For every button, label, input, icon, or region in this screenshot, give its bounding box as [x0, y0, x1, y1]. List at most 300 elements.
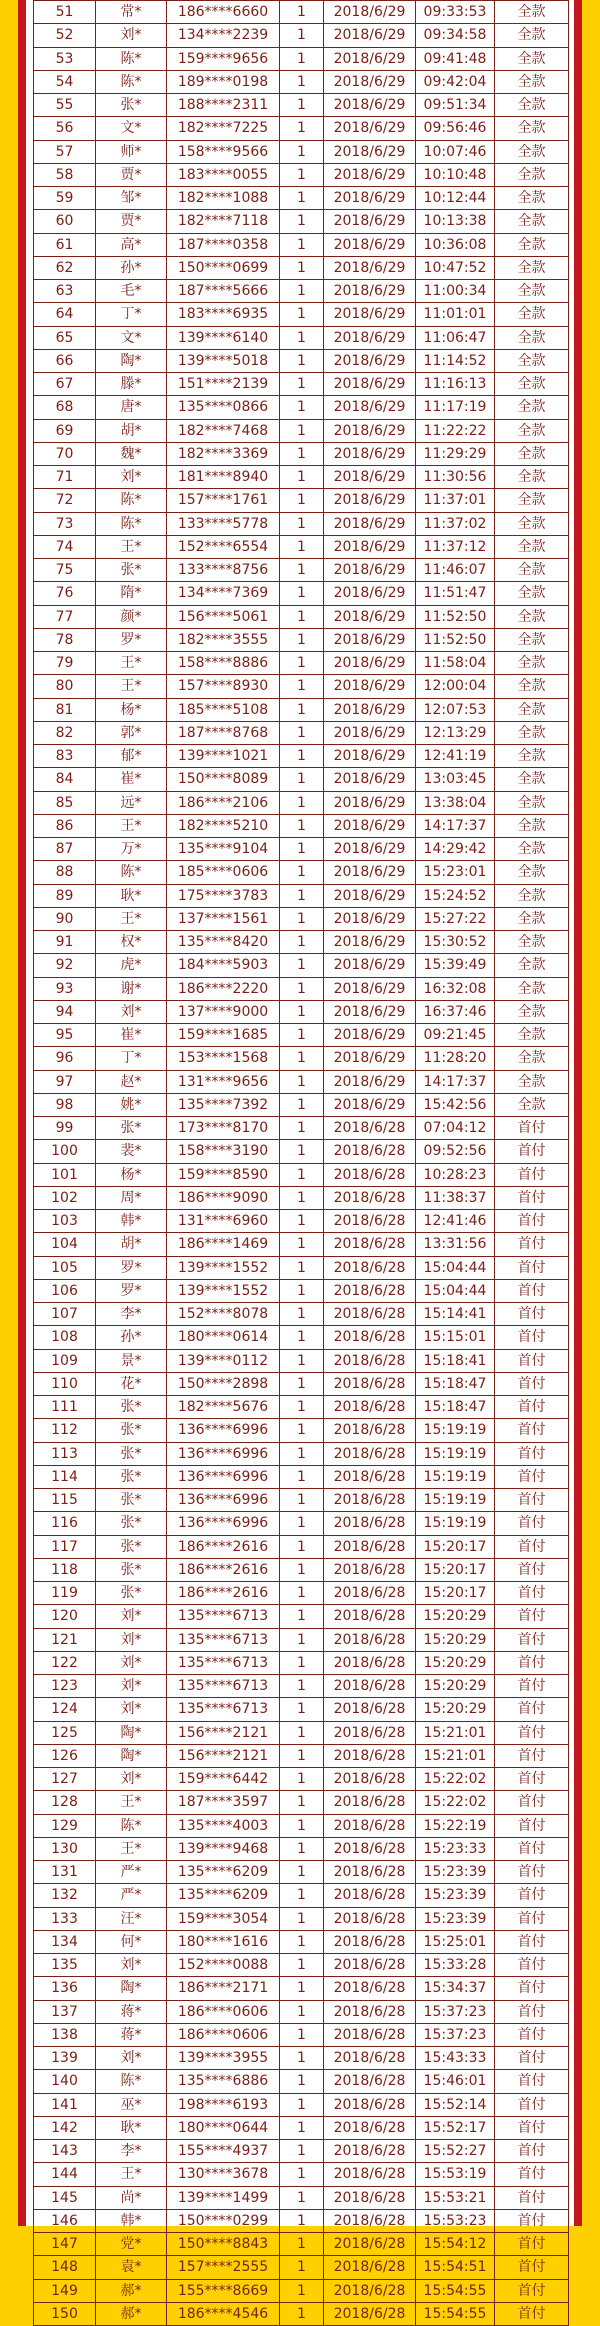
row-number: 130 — [34, 1837, 96, 1860]
buyer-name: 隋* — [96, 582, 167, 605]
order-time: 15:54:55 — [416, 2302, 495, 2325]
order-date: 2018/6/29 — [324, 861, 416, 884]
table-row — [34, 2163, 569, 2186]
phone-number: 135****0866 — [167, 396, 280, 419]
payment-type: 首付 — [495, 1326, 569, 1349]
buyer-name: 杨* — [96, 698, 167, 721]
table-row — [34, 70, 569, 93]
row-number: 135 — [34, 1954, 96, 1977]
order-date: 2018/6/28 — [324, 1930, 416, 1953]
table-row — [34, 628, 569, 651]
quantity: 1 — [280, 489, 324, 512]
quantity: 1 — [280, 163, 324, 186]
order-date: 2018/6/28 — [324, 1349, 416, 1372]
buyer-name: 崔* — [96, 1024, 167, 1047]
phone-number: 135****4003 — [167, 1814, 280, 1837]
quantity: 1 — [280, 1396, 324, 1419]
row-number: 145 — [34, 2186, 96, 2209]
order-time: 13:03:45 — [416, 768, 495, 791]
phone-number: 135****6209 — [167, 1861, 280, 1884]
order-time: 15:04:44 — [416, 1256, 495, 1279]
order-date: 2018/6/29 — [324, 349, 416, 372]
payment-type: 全款 — [495, 861, 569, 884]
order-date: 2018/6/28 — [324, 1744, 416, 1767]
buyer-name: 王* — [96, 907, 167, 930]
buyer-name: 陈* — [96, 47, 167, 70]
order-date: 2018/6/28 — [324, 1628, 416, 1651]
payment-type: 全款 — [495, 512, 569, 535]
order-date: 2018/6/29 — [324, 582, 416, 605]
phone-number: 152****0088 — [167, 1954, 280, 1977]
phone-number: 187****8768 — [167, 721, 280, 744]
order-date: 2018/6/28 — [324, 1163, 416, 1186]
quantity: 1 — [280, 628, 324, 651]
order-time: 14:17:37 — [416, 1070, 495, 1093]
phone-number: 158****8886 — [167, 652, 280, 675]
payment-type: 首付 — [495, 1884, 569, 1907]
order-table-body — [34, 1, 569, 2326]
buyer-name: 刘* — [96, 1698, 167, 1721]
phone-number: 150****0699 — [167, 256, 280, 279]
payment-type: 全款 — [495, 140, 569, 163]
payment-type: 首付 — [495, 1675, 569, 1698]
order-time: 15:19:19 — [416, 1465, 495, 1488]
payment-type: 全款 — [495, 163, 569, 186]
phone-number: 133****5778 — [167, 512, 280, 535]
payment-type: 首付 — [495, 1256, 569, 1279]
payment-type: 首付 — [495, 1977, 569, 2000]
phone-number: 139****3955 — [167, 2047, 280, 2070]
payment-type: 全款 — [495, 1000, 569, 1023]
order-date: 2018/6/29 — [324, 396, 416, 419]
buyer-name: 陈* — [96, 489, 167, 512]
quantity: 1 — [280, 1326, 324, 1349]
buyer-name: 王* — [96, 675, 167, 698]
order-date: 2018/6/28 — [324, 1861, 416, 1884]
order-date: 2018/6/29 — [324, 721, 416, 744]
table-row — [34, 1605, 569, 1628]
phone-number: 150****0299 — [167, 2209, 280, 2232]
buyer-name: 张* — [96, 1512, 167, 1535]
order-date: 2018/6/28 — [324, 1140, 416, 1163]
table-row — [34, 1930, 569, 1953]
payment-type: 首付 — [495, 1163, 569, 1186]
buyer-name: 汪* — [96, 1907, 167, 1930]
phone-number: 186****1469 — [167, 1233, 280, 1256]
quantity: 1 — [280, 1465, 324, 1488]
row-number: 119 — [34, 1582, 96, 1605]
phone-number: 180****0614 — [167, 1326, 280, 1349]
quantity: 1 — [280, 1070, 324, 1093]
phone-number: 182****1088 — [167, 187, 280, 210]
order-time: 15:19:19 — [416, 1442, 495, 1465]
order-date: 2018/6/28 — [324, 2256, 416, 2279]
phone-number: 182****7225 — [167, 117, 280, 140]
table-row — [34, 163, 569, 186]
order-time: 12:13:29 — [416, 721, 495, 744]
table-row — [34, 1000, 569, 1023]
buyer-name: 张* — [96, 1442, 167, 1465]
phone-number: 135****6209 — [167, 1884, 280, 1907]
phone-number: 155****8669 — [167, 2279, 280, 2302]
payment-type: 全款 — [495, 582, 569, 605]
row-number: 52 — [34, 24, 96, 47]
phone-number: 188****2311 — [167, 94, 280, 117]
order-date: 2018/6/29 — [324, 977, 416, 1000]
table-row — [34, 1954, 569, 1977]
buyer-name: 孙* — [96, 256, 167, 279]
phone-number: 157****8930 — [167, 675, 280, 698]
order-table — [33, 0, 569, 2326]
quantity: 1 — [280, 1210, 324, 1233]
row-number: 144 — [34, 2163, 96, 2186]
order-date: 2018/6/28 — [324, 1210, 416, 1233]
quantity: 1 — [280, 2093, 324, 2116]
buyer-name: 刘* — [96, 1605, 167, 1628]
row-number: 107 — [34, 1303, 96, 1326]
row-number: 141 — [34, 2093, 96, 2116]
table-row — [34, 1814, 569, 1837]
quantity: 1 — [280, 303, 324, 326]
payment-type: 首付 — [495, 2163, 569, 2186]
phone-number: 131****6960 — [167, 1210, 280, 1233]
buyer-name: 刘* — [96, 1628, 167, 1651]
order-time: 11:17:19 — [416, 396, 495, 419]
order-time: 15:14:41 — [416, 1303, 495, 1326]
row-number: 137 — [34, 2000, 96, 2023]
table-row — [34, 1279, 569, 1302]
payment-type: 首付 — [495, 1837, 569, 1860]
row-number: 86 — [34, 814, 96, 837]
payment-type: 首付 — [495, 1372, 569, 1395]
row-number: 88 — [34, 861, 96, 884]
buyer-name: 颜* — [96, 605, 167, 628]
phone-number: 135****6713 — [167, 1698, 280, 1721]
row-number: 69 — [34, 419, 96, 442]
order-date: 2018/6/28 — [324, 1186, 416, 1209]
buyer-name: 耿* — [96, 884, 167, 907]
table-row — [34, 2140, 569, 2163]
buyer-name: 严* — [96, 1861, 167, 1884]
payment-type: 全款 — [495, 373, 569, 396]
phone-number: 184****5903 — [167, 954, 280, 977]
payment-type: 首付 — [495, 1930, 569, 1953]
table-row — [34, 2070, 569, 2093]
order-date: 2018/6/29 — [324, 559, 416, 582]
buyer-name: 贾* — [96, 210, 167, 233]
quantity: 1 — [280, 47, 324, 70]
phone-number: 198****6193 — [167, 2093, 280, 2116]
row-number: 72 — [34, 489, 96, 512]
quantity: 1 — [280, 1117, 324, 1140]
order-time: 11:00:34 — [416, 280, 495, 303]
order-time: 09:52:56 — [416, 1140, 495, 1163]
table-row — [34, 1140, 569, 1163]
table-row — [34, 814, 569, 837]
order-time: 15:37:23 — [416, 2000, 495, 2023]
row-number: 74 — [34, 535, 96, 558]
payment-type: 首付 — [495, 1396, 569, 1419]
payment-type: 全款 — [495, 954, 569, 977]
order-time: 13:31:56 — [416, 1233, 495, 1256]
quantity: 1 — [280, 512, 324, 535]
row-number: 58 — [34, 163, 96, 186]
row-number: 65 — [34, 326, 96, 349]
buyer-name: 袁* — [96, 2256, 167, 2279]
row-number: 93 — [34, 977, 96, 1000]
quantity: 1 — [280, 652, 324, 675]
buyer-name: 王* — [96, 1791, 167, 1814]
quantity: 1 — [280, 2023, 324, 2046]
row-number: 56 — [34, 117, 96, 140]
order-date: 2018/6/28 — [324, 1326, 416, 1349]
payment-type: 全款 — [495, 1, 569, 24]
phone-number: 136****6996 — [167, 1465, 280, 1488]
phone-number: 187****3597 — [167, 1791, 280, 1814]
table-row — [34, 280, 569, 303]
table-row — [34, 1628, 569, 1651]
quantity: 1 — [280, 1163, 324, 1186]
row-number: 59 — [34, 187, 96, 210]
buyer-name: 张* — [96, 1117, 167, 1140]
payment-type: 首付 — [495, 1628, 569, 1651]
order-time: 09:21:45 — [416, 1024, 495, 1047]
table-row — [34, 745, 569, 768]
phone-number: 135****9104 — [167, 838, 280, 861]
buyer-name: 陶* — [96, 1744, 167, 1767]
table-row — [34, 187, 569, 210]
table-row — [34, 907, 569, 930]
row-number: 108 — [34, 1326, 96, 1349]
row-number: 68 — [34, 396, 96, 419]
quantity: 1 — [280, 2163, 324, 2186]
payment-type: 全款 — [495, 349, 569, 372]
quantity: 1 — [280, 1093, 324, 1116]
quantity: 1 — [280, 2233, 324, 2256]
phone-number: 182****3369 — [167, 442, 280, 465]
buyer-name: 蒋* — [96, 2000, 167, 2023]
order-date: 2018/6/29 — [324, 163, 416, 186]
buyer-name: 蒋* — [96, 2023, 167, 2046]
buyer-name: 何* — [96, 1930, 167, 1953]
phone-number: 131****9656 — [167, 1070, 280, 1093]
payment-type: 首付 — [495, 2000, 569, 2023]
order-time: 15:53:19 — [416, 2163, 495, 2186]
table-row — [34, 233, 569, 256]
table-row — [34, 791, 569, 814]
phone-number: 186****0606 — [167, 2000, 280, 2023]
buyer-name: 胡* — [96, 1233, 167, 1256]
quantity: 1 — [280, 94, 324, 117]
order-date: 2018/6/28 — [324, 1512, 416, 1535]
phone-number: 182****5676 — [167, 1396, 280, 1419]
order-time: 12:41:46 — [416, 1210, 495, 1233]
payment-type: 首付 — [495, 1117, 569, 1140]
buyer-name: 毛* — [96, 280, 167, 303]
order-time: 15:20:17 — [416, 1558, 495, 1581]
phone-number: 134****7369 — [167, 582, 280, 605]
order-time: 11:16:13 — [416, 373, 495, 396]
quantity: 1 — [280, 396, 324, 419]
order-time: 15:52:14 — [416, 2093, 495, 2116]
payment-type: 首付 — [495, 1442, 569, 1465]
payment-type: 首付 — [495, 1721, 569, 1744]
payment-type: 全款 — [495, 117, 569, 140]
quantity: 1 — [280, 1, 324, 24]
table-row — [34, 861, 569, 884]
phone-number: 137****1561 — [167, 907, 280, 930]
buyer-name: 郁* — [96, 745, 167, 768]
quantity: 1 — [280, 745, 324, 768]
table-row — [34, 1233, 569, 1256]
order-time: 15:15:01 — [416, 1326, 495, 1349]
row-number: 106 — [34, 1279, 96, 1302]
row-number: 133 — [34, 1907, 96, 1930]
table-row — [34, 1396, 569, 1419]
order-date: 2018/6/29 — [324, 1070, 416, 1093]
order-time: 11:30:56 — [416, 466, 495, 489]
order-time: 12:41:19 — [416, 745, 495, 768]
table-row — [34, 884, 569, 907]
order-time: 11:58:04 — [416, 652, 495, 675]
payment-type: 全款 — [495, 814, 569, 837]
buyer-name: 姚* — [96, 1093, 167, 1116]
order-time: 07:04:12 — [416, 1117, 495, 1140]
payment-type: 全款 — [495, 210, 569, 233]
order-date: 2018/6/29 — [324, 907, 416, 930]
phone-number: 130****3678 — [167, 2163, 280, 2186]
order-date: 2018/6/28 — [324, 2070, 416, 2093]
row-number: 80 — [34, 675, 96, 698]
payment-type: 首付 — [495, 2070, 569, 2093]
order-date: 2018/6/28 — [324, 1907, 416, 1930]
order-date: 2018/6/29 — [324, 326, 416, 349]
quantity: 1 — [280, 1024, 324, 1047]
buyer-name: 崔* — [96, 768, 167, 791]
phone-number: 150****8089 — [167, 768, 280, 791]
buyer-name: 张* — [96, 1489, 167, 1512]
table-row — [34, 1768, 569, 1791]
table-row — [34, 954, 569, 977]
row-number: 115 — [34, 1489, 96, 1512]
payment-type: 全款 — [495, 233, 569, 256]
quantity: 1 — [280, 791, 324, 814]
row-number: 136 — [34, 1977, 96, 2000]
table-row — [34, 1721, 569, 1744]
order-time: 11:38:37 — [416, 1186, 495, 1209]
buyer-name: 郝* — [96, 2302, 167, 2325]
order-date: 2018/6/28 — [324, 1279, 416, 1302]
table-row — [34, 1372, 569, 1395]
order-date: 2018/6/28 — [324, 1396, 416, 1419]
payment-type: 首付 — [495, 1349, 569, 1372]
table-row — [34, 442, 569, 465]
order-date: 2018/6/28 — [324, 1884, 416, 1907]
table-row — [34, 1907, 569, 1930]
phone-number: 183****0055 — [167, 163, 280, 186]
payment-type: 首付 — [495, 1651, 569, 1674]
row-number: 66 — [34, 349, 96, 372]
buyer-name: 陈* — [96, 70, 167, 93]
table-row — [34, 1489, 569, 1512]
buyer-name: 张* — [96, 1465, 167, 1488]
buyer-name: 李* — [96, 2140, 167, 2163]
phone-number: 152****6554 — [167, 535, 280, 558]
payment-type: 全款 — [495, 1024, 569, 1047]
phone-number: 153****1568 — [167, 1047, 280, 1070]
buyer-name: 陈* — [96, 861, 167, 884]
table-row — [34, 2233, 569, 2256]
phone-number: 136****6996 — [167, 1442, 280, 1465]
buyer-name: 虎* — [96, 954, 167, 977]
quantity: 1 — [280, 1651, 324, 1674]
quantity: 1 — [280, 2279, 324, 2302]
payment-type: 全款 — [495, 698, 569, 721]
quantity: 1 — [280, 1419, 324, 1442]
phone-number: 155****4937 — [167, 2140, 280, 2163]
order-time: 15:34:37 — [416, 1977, 495, 2000]
phone-number: 156****2121 — [167, 1744, 280, 1767]
payment-type: 全款 — [495, 628, 569, 651]
payment-type: 全款 — [495, 24, 569, 47]
order-time: 15:19:19 — [416, 1419, 495, 1442]
table-row — [34, 2116, 569, 2139]
table-row — [34, 675, 569, 698]
table-row — [34, 1349, 569, 1372]
order-time: 15:37:23 — [416, 2023, 495, 2046]
order-time: 11:37:02 — [416, 512, 495, 535]
order-date: 2018/6/29 — [324, 466, 416, 489]
row-number: 94 — [34, 1000, 96, 1023]
table-row — [34, 1326, 569, 1349]
quantity: 1 — [280, 838, 324, 861]
row-number: 95 — [34, 1024, 96, 1047]
quantity: 1 — [280, 1558, 324, 1581]
quantity: 1 — [280, 2186, 324, 2209]
order-date: 2018/6/28 — [324, 1442, 416, 1465]
order-time: 09:51:34 — [416, 94, 495, 117]
row-number: 71 — [34, 466, 96, 489]
quantity: 1 — [280, 768, 324, 791]
row-number: 57 — [34, 140, 96, 163]
table-row — [34, 94, 569, 117]
row-number: 91 — [34, 931, 96, 954]
order-date: 2018/6/28 — [324, 1233, 416, 1256]
quantity: 1 — [280, 2140, 324, 2163]
payment-type: 首付 — [495, 2047, 569, 2070]
table-row — [34, 1210, 569, 1233]
buyer-name: 韩* — [96, 1210, 167, 1233]
buyer-name: 张* — [96, 1582, 167, 1605]
quantity: 1 — [280, 535, 324, 558]
buyer-name: 张* — [96, 1419, 167, 1442]
order-date: 2018/6/28 — [324, 1721, 416, 1744]
payment-type: 全款 — [495, 675, 569, 698]
row-number: 128 — [34, 1791, 96, 1814]
phone-number: 186****2616 — [167, 1558, 280, 1581]
order-date: 2018/6/28 — [324, 1814, 416, 1837]
order-date: 2018/6/28 — [324, 1768, 416, 1791]
table-row — [34, 1651, 569, 1674]
row-number: 143 — [34, 2140, 96, 2163]
buyer-name: 罗* — [96, 1256, 167, 1279]
order-time: 15:18:47 — [416, 1372, 495, 1395]
order-date: 2018/6/29 — [324, 210, 416, 233]
table-row — [34, 349, 569, 372]
table-row — [34, 1675, 569, 1698]
table-row — [34, 24, 569, 47]
table-row — [34, 1256, 569, 1279]
